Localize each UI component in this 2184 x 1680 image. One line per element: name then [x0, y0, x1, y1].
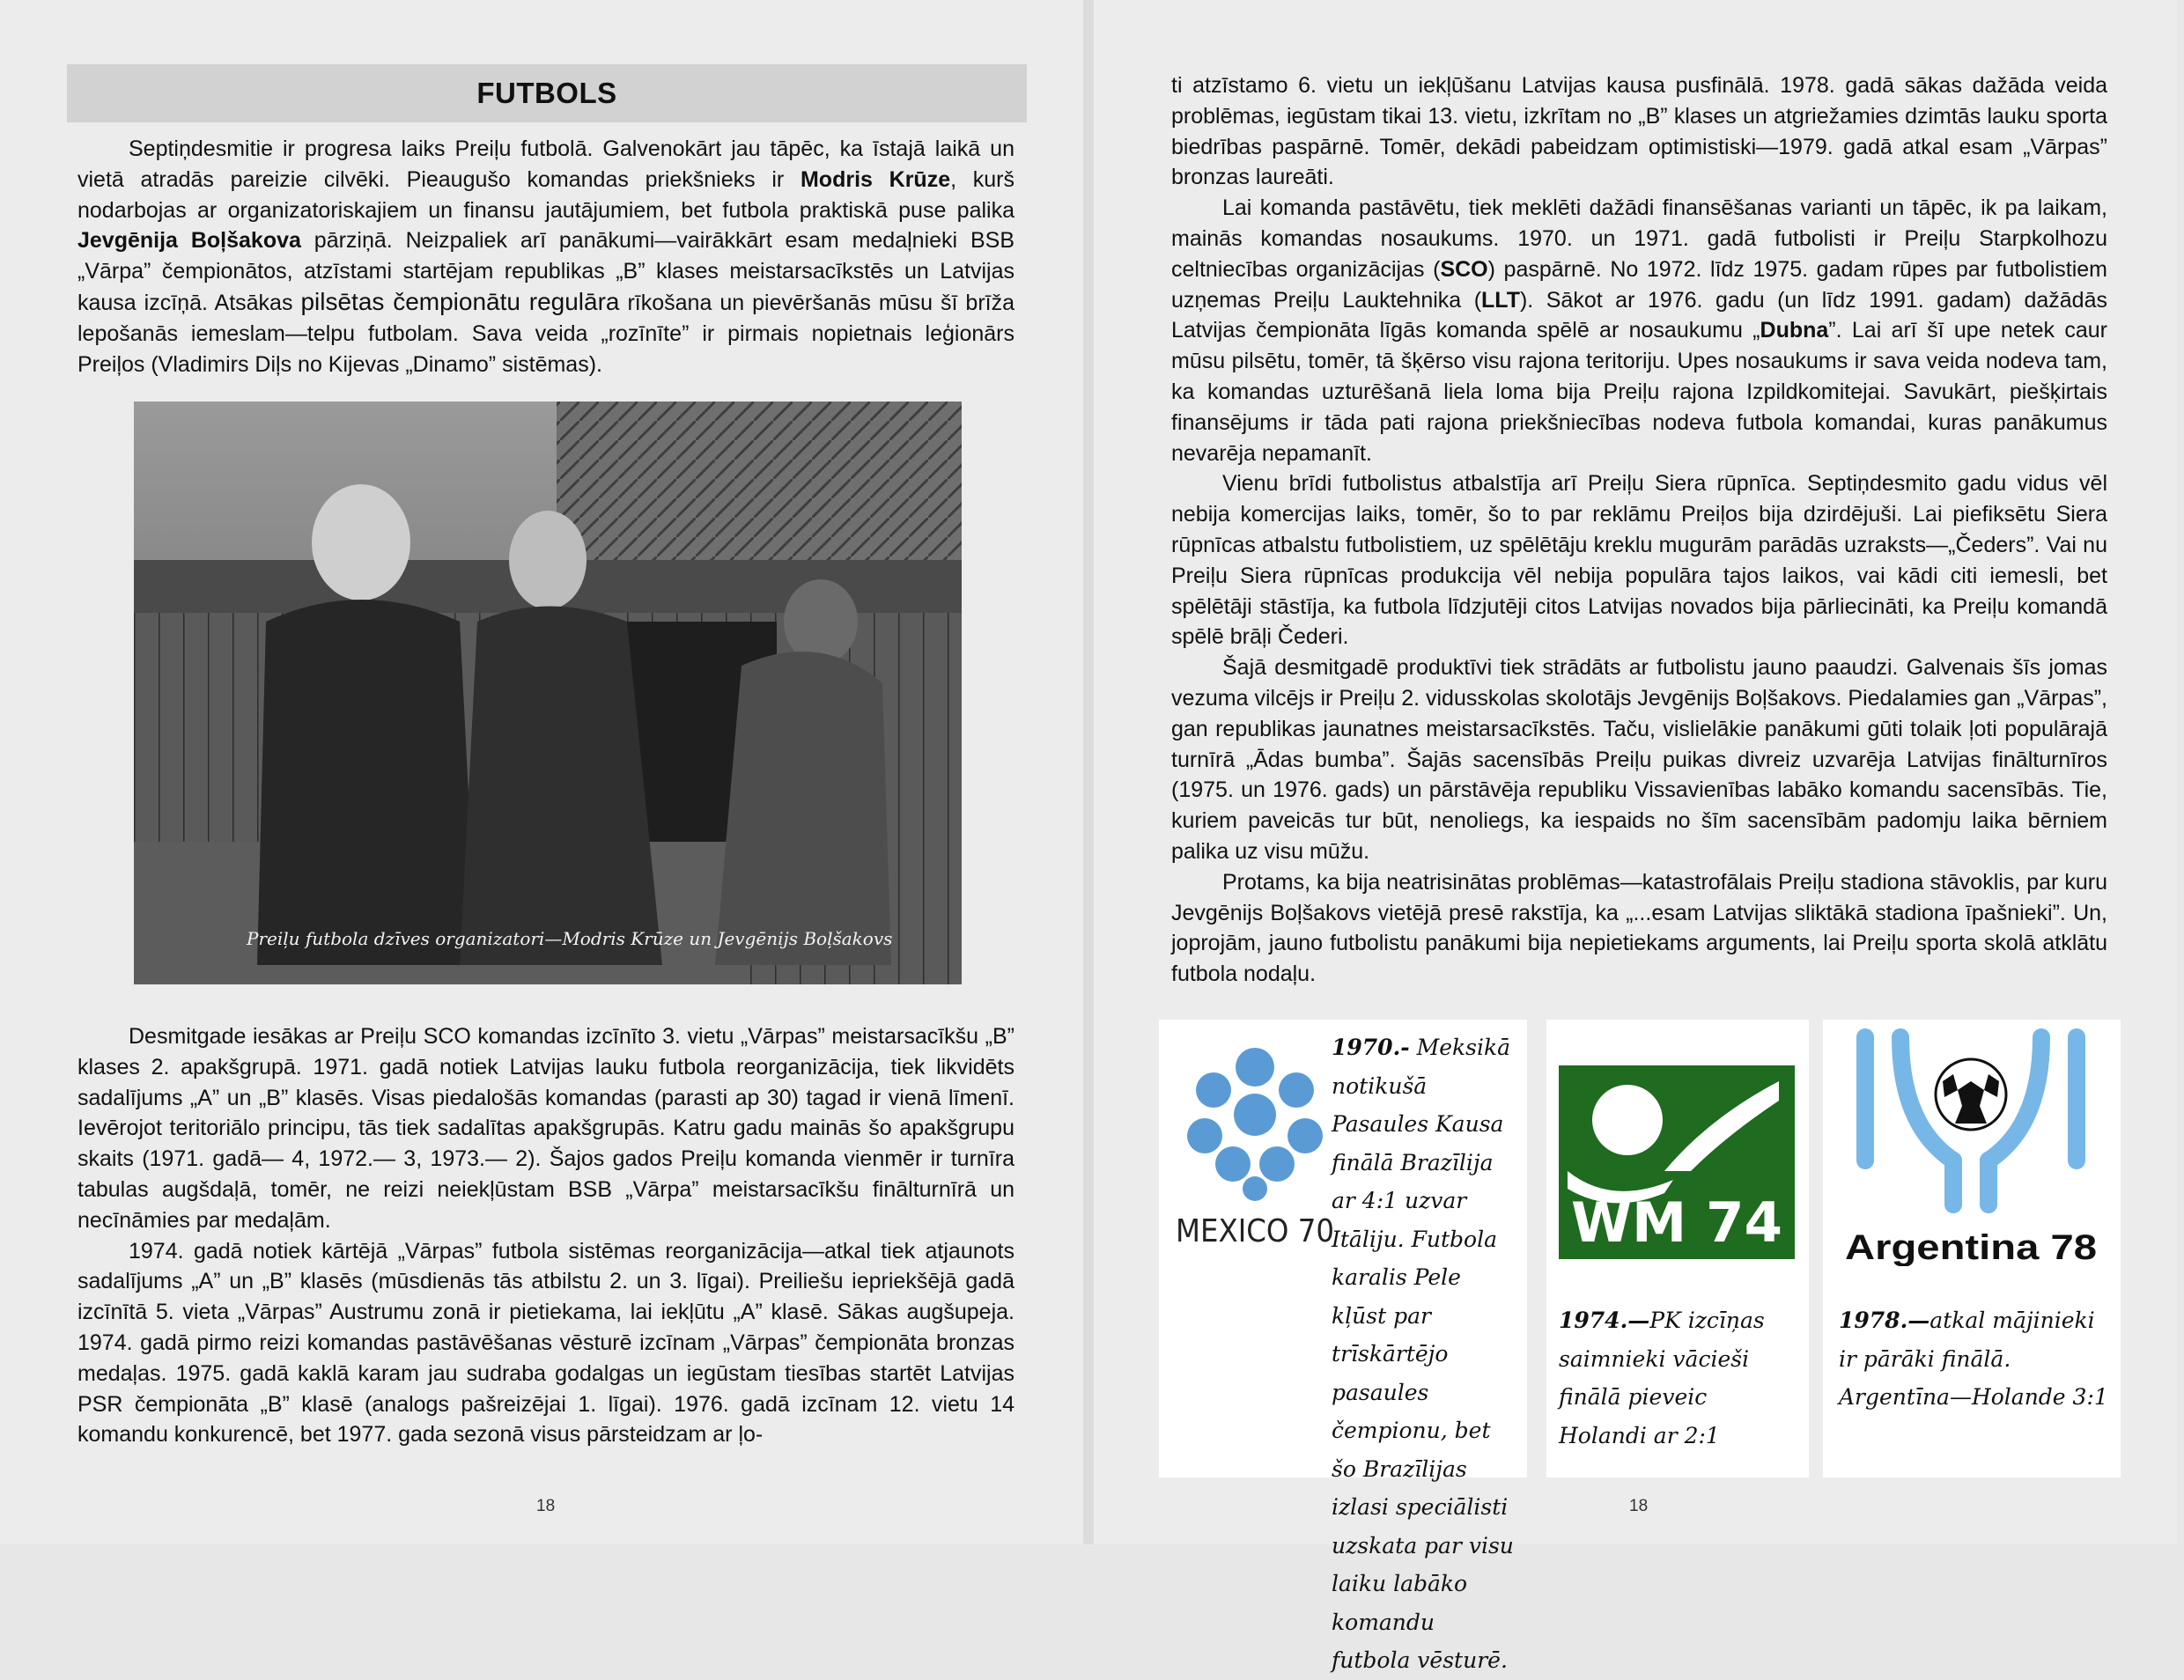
wm-74-logo	[1559, 1065, 1795, 1259]
left-page	[0, 0, 1083, 1544]
card-1974-year: 1974.—	[1559, 1308, 1650, 1333]
paragraph-cheese-factory: Vienu brīdi futbolistus atbalstīja arī Preiļu Siera rūpnīca. Septiņdesmito gadu vidus vēl nebija komercijas laiks, tomēr, šo to par reklāmu Preiļos bija dzirdējuši. Lai piefiksētu Siera rūpnīcas atbalstu futbolistiem, uz spēlētāju kreklu mugurām parādās uzraksts—„Čeders”. Vai nu Preiļu Siera rūpnīcas produkcija vēl nebija populāra tajos laikos, vai kādi citi iemesli, bet spēlētāji stāstīja, ka futbola līdzjutēji citos Latvijas novados bija pārliecināti, ka Preiļu komandā spēlē brāļi Čederi.	[1171, 471, 2107, 650]
paragraph-continuation: ti atzīstamo 6. vietu un iekļūšanu Latvijas kausa pusfinālā. 1978. gadā sākas dažāda veida problēmas, iegūstam tikai 13. vietu, izkrītam no „B” klases un atgriežamies dzimtās lauku sporta biedrības paspārnē. Tomēr, dekādi pabeidzam optimistiski—1979. gadā atkal esam „Vārpas” bronzas laureāti.	[1171, 73, 2107, 190]
page-number-left: 18	[536, 1497, 556, 1515]
card-1978-text: 1978.—atkal mājinieki ir pārāki finālā. Argentīna—Holande 3:1	[1839, 1308, 2108, 1410]
mexico-ball-icon	[1187, 1048, 1323, 1201]
name-jevgenijs-bolsakovs: Jevgēnija Boļšakova	[77, 228, 301, 254]
argentina-logo-text: Argentina 78	[1845, 1228, 2097, 1266]
wm-logo-text: WM 74	[1571, 1190, 1782, 1255]
argentina-78-logo	[1839, 1028, 2103, 1266]
paragraph-1974-reorganization: 1974. gadā notiek kārtējā „Vārpas” futbola sistēmas reorganizācija—atkal tiek atjaunots sadalījums „A” un „B” klasēs (mūsdienās tās atbilstu 2. un 3. līgai). Preiliešu iepriekšējā gadā izcīnītā 5. vieta „Vārpas” Austrumu zonā ir pietiekama, lai iekļūtu „A” klasē. Sākas augšupeja. 1974. gadā pirmo reizi komandas pastāvēšanas vēsturē izcīnam „Vārpas” čempionāta bronzas medaļas. 1975. gadā kaklā karam jau sudraba godalgas un iegūstam tiesības startēt Latvijas PSR čempionāta „B” klasē (analogs pašreizējai 1. līgai). 1976. gadā izcīnam 12. vietu 14 komandu konkurencē, bet 1977. gada sezonā visus pārsteidzam ar ļo-	[77, 1238, 1015, 1448]
name-dubna: Dubna	[1760, 318, 1829, 343]
photo-caption: Preiļu futbola dzīves organizatori—Modris Krūze un Jevgēnijs Boļšakovs	[247, 928, 893, 949]
book-gutter	[1083, 0, 1094, 1544]
mexico-logo-text: MEXICO 70	[1176, 1213, 1334, 1249]
paragraph-1970s-start: Desmitgade iesākas ar Preiļu SCO komandas izcīnīto 3. vietu „Vārpas” meistarsacīkšu „B” klases 2. apakšgrupā. 1971. gadā notiek Latvijas lauku futbola reorganizācija, tiek likvidēts sadalījums „A” un „B” klasēs. Visas piedalošās komandas (parasti ap 30) tagad ir vienā līmenī. Ievērojot teritoriālo principu, tās tiek sadalītas apakšgrupās. Katru gadu mainās šo apakšgrupu skaits (1971. gadā— 4, 1972.— 3, 1973.— 2). Šajos gados Preiļu komanda vienmēr ir turnīra tabulas augšdaļā, tomēr, ne reizi neiekļūstam BSB „Vārpa” meistarsacīkšu finālturnīrā un necīnāmies par medaļām.	[77, 1024, 1015, 1233]
right-page	[1094, 0, 2177, 1673]
name-sco: SCO	[1440, 256, 1488, 282]
right-text-block	[1171, 70, 2107, 990]
intro-text-block	[77, 134, 1015, 379]
page-number-right: 18	[1629, 1497, 1649, 1515]
card-1970-text-top: 1970.- Meksikā notikušā Pasaules Kausa finālā Brazīlija ar 4:1 uzvar Itāliju. Futbola karalis Pele kļūst par trīskārtējo pasaules čempionu, bet šo Brazīlijas izlasi speciālisti uzskata par visu laiku labāko komandu futbola vēsturē.	[1332, 1035, 1514, 1673]
card-1974-text: 1974.—PK izcīņas saimnieki vācieši finālā pieveic Holandi ar 2:1	[1559, 1308, 1765, 1448]
paragraph-youth: Šajā desmitgadē produktīvi tiek strādāts ar futbolistu jauno paaudzi. Galvenais šīs jomas vezuma vilcējs ir Preiļu 2. vidusskolas skolotājs Jevgēnijs Boļšakovs. Piedalamies gan „Vārpas”, gan republikas jaunatnes meistarsacīkstēs. Taču, vislielākie panākumi gūti tolaik ļoti populārajā turnīrā „Ādas bumba”. Šajās sacensībās Preiļu puikas divreiz uzvarēja Latvijas finālturnīros (1975. un 1976. gads) un pārstāvēja republiku Vissavienības labāko komandu sacensībās. Tie, kuriem paveicās tur būt, nenoliegs, ka iespaids no šīm sacensībām padomju laika bērniem palika uz visu mūžu.	[1171, 655, 2107, 864]
name-modris-kruze: Modris Krūze	[800, 166, 951, 192]
card-1978-year: 1978.—	[1839, 1308, 1930, 1333]
team-organizers-photo	[134, 402, 962, 984]
card-1970-mexico	[1159, 1020, 1527, 1673]
card-1974-germany	[1546, 1020, 1809, 1477]
name-llt: LLT	[1481, 287, 1520, 313]
card-1970-year: 1970.-	[1332, 1035, 1410, 1060]
photo-image	[134, 402, 962, 984]
mexico-70-logo	[1171, 1041, 1339, 1252]
card-1978-argentina	[1823, 1020, 2121, 1477]
wm-ball-icon	[1592, 1085, 1663, 1155]
intro-paragraph: Septiņdesmitie ir progresa laiks Preiļu futbolā. Galvenokārt jau tāpēc, ka īstajā laikā un vietā atradās pareizie cilvēki. Pieaugušo komandas priekšnieks ir Modris Krūze, kurš nodarbojas ar organizatoriskajiem un finansu jautājumiem, bet futbola praktiskā puse palika Jevgēnija Boļšakova pārziņā. Neizpaliek arī panākumi—vairākkārt esam medaļnieki BSB „Vārpa” čempionātos, atzīstami startējam republikas „B” klases meistarsacīkstēs un Latvijas kausa izcīņā. Atsākas pilsētas čempionātu regulāra rīkošana un pievēršanās mūsu šī brīža lepošanās iemeslam—telpu futbolam. Sava veida „rozīnīte” ir pirmais nopietnais leģionārs Preiļos (Vladimirs Diļs no Kijevas „Dinamo” sistēmas).	[77, 136, 1015, 377]
section-title: FUTBOLS	[67, 64, 1027, 122]
paragraph-stadium: Protams, ka bija neatrisinātas problēmas—katastrofālais Preiļu stadiona stāvoklis, par kuru Jevgēnijs Boļšakovs vietējā presē rakstīja, ka „...esam Latvijas sliktākā stadiona īpašnieki”. Un, joprojām, jauno futbolistu panākumi bija nepietiekams arguments, lai Preiļu sporta skolā atklātu futbola nodaļu.	[1171, 869, 2107, 987]
paragraph-team-names: Lai komanda pastāvētu, tiek meklēti dažādi finansēšanas varianti un tāpēc, ik pa laikam, mainās komandas nosaukums. 1970. un 1971. gadā futbolisti ir Preiļu Starpkolhozu celtniecības organizācijas (SCO) paspārnē. No 1972. līdz 1975. gadam rūpes par futbolistiem uzņemas Preiļu Lauktehnika (LLT). Sākot ar 1976. gadu (un līdz 1991. gadam) dažādās Latvijas čempionāta līgās komanda spēlē ar nosaukumu „Dubna”. Lai arī šī upe netek caur mūsu pilsētu, tomēr, tā šķērso visu rajona teritoriju. Upes nosaukums ir sava veida nodeva tam, ka komandas uzturēšanā liela loma bija Preiļu rajona Izpildkomitejai. Savukārt, piešķirtais finansējums ir tāda pati rajona priekšniecības nodeva futbola komandai, kuras panākumus nevarēja nepamanīt.	[1171, 195, 2107, 466]
history-text-block	[77, 1021, 1015, 1450]
